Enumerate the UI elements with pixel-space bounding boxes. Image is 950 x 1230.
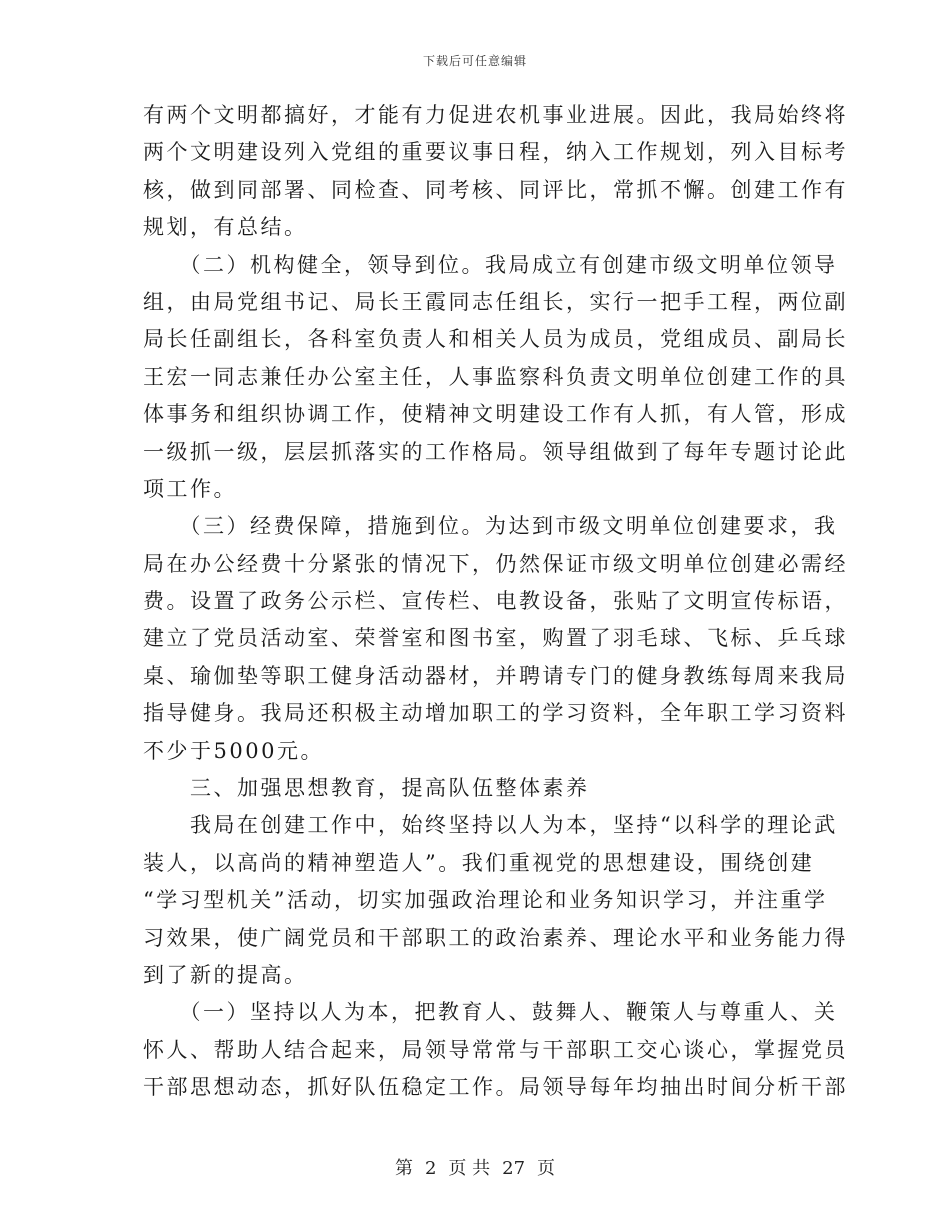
page-footer: [0, 1154, 950, 1180]
section-heading: 三、加强思想教育，提高队伍整体素养: [143, 776, 590, 801]
text-line: 桌、瑜伽垫等职工健身活动器材，并聘请专门的健身教练每周来我局: [143, 663, 848, 688]
text-line: 项工作。: [143, 476, 237, 501]
text-line: 规划，有总结。: [143, 215, 308, 240]
text-line: 核，做到同部署、同检查、同考核、同评比，常抓不懈。创建工作有: [143, 177, 848, 202]
page-number: 2: [424, 1158, 437, 1179]
text-line: 到了新的提高。: [143, 962, 308, 987]
footer-prefix: 第: [394, 1158, 413, 1179]
footer-middle: 页 共: [448, 1158, 491, 1179]
text-line: 一级抓一级，层层抓落实的工作格局。领导组做到了每年专题讨论此: [143, 439, 848, 464]
text-line: 组，由局党组书记、局长王霞同志任组长，实行一把手工程，两位副: [143, 289, 848, 314]
footer-suffix: 页: [537, 1158, 556, 1179]
text-line: （一）坚持以人为本，把教育人、鼓舞人、鞭策人与尊重人、关: [143, 1000, 838, 1025]
text-line: 体事务和组织协调工作，使精神文明建设工作有人抓，有人管，形成: [143, 402, 848, 427]
text-line: 装人，以高尚的精神塑造人”。我们重视党的思想建设，围绕创建: [143, 850, 815, 875]
text-line: 建立了党员活动室、荣誉室和图书室，购置了羽毛球、飞标、乒乓球: [143, 626, 848, 651]
text-line: 有两个文明都搞好，才能有力促进农机事业进展。因此，我局始终将: [143, 103, 848, 127]
text-line: 两个文明建设列入党组的重要议事日程，纳入工作规划，列入目标考: [143, 140, 848, 165]
text-line: 习效果，使广阔党员和干部职工的政治素养、理论水平和业务能力得: [143, 925, 848, 950]
document-body: [143, 97, 848, 1107]
text-line: （二）机构健全，领导到位。我局成立有创建市级文明单位领导: [143, 252, 838, 277]
text-line: 王宏一同志兼任办公室主任，人事监察科负责文明单位创建工作的具: [143, 364, 848, 389]
text-line: 费。设置了政务公示栏、宣传栏、电教设备，张贴了文明宣传标语，: [143, 589, 848, 614]
text-line: 干部思想动态，抓好队伍稳定工作。局领导每年均抽出时间分析干部: [143, 1075, 848, 1100]
text-line: 局长任副组长，各科室负责人和相关人员为成员，党组成员、副局长: [143, 327, 848, 352]
text-line: 我局在创建工作中，始终坚持以人为本，坚持“以科学的理论武: [143, 813, 838, 838]
text-line: 怀人、帮助人结合起来，局领导常常与干部职工交心谈心，掌握党员: [143, 1037, 848, 1062]
text-line: “学习型机关”活动，切实加强政治理论和业务知识学习，并注重学: [143, 888, 828, 913]
text-line: 指导健身。我局还积极主动增加职工的学习资料，全年职工学习资料: [143, 701, 848, 726]
text-line: 不少于5000元。: [143, 738, 324, 763]
text-line: 局在办公经费十分紧张的情况下，仍然保证市级文明单位创建必需经: [143, 551, 848, 576]
page-header-note: 下载后可任意编辑: [422, 54, 527, 68]
total-pages: 27: [502, 1158, 526, 1179]
text-line: （三）经费保障，措施到位。为达到市级文明单位创建要求，我: [143, 514, 838, 539]
